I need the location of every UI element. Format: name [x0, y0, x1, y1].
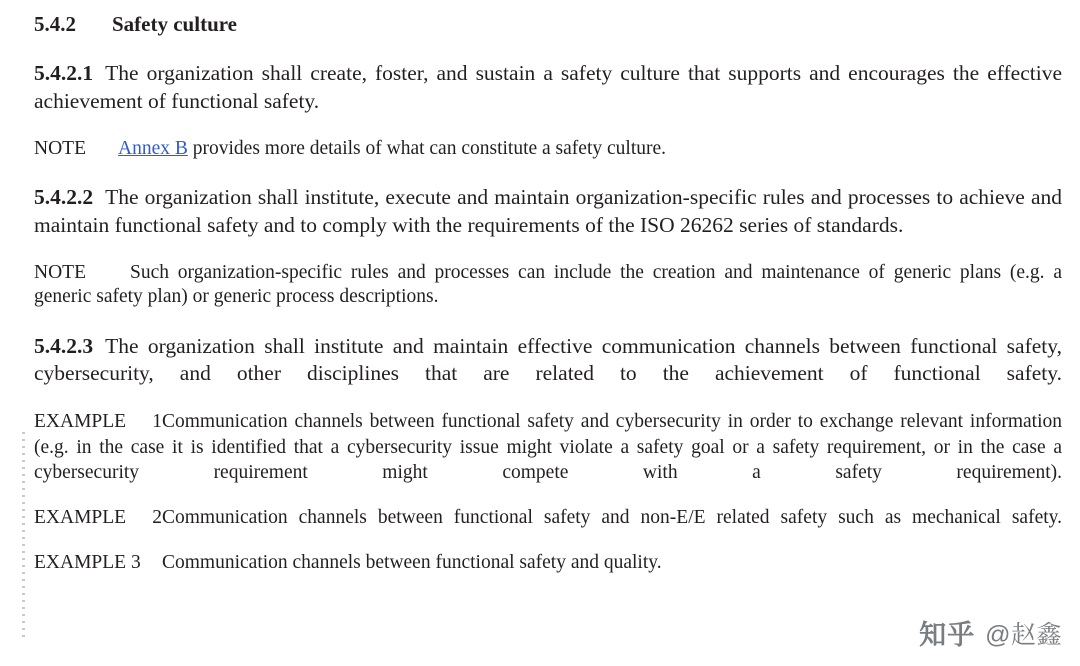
- note-tag: NOTE: [34, 261, 86, 283]
- example-2: [34, 505, 1062, 530]
- page-margin-dotted-line: [22, 432, 25, 642]
- example-3: [34, 550, 1062, 575]
- clause-5-4-2-2: [34, 184, 1062, 239]
- example-tag: EXAMPLE 3: [34, 551, 141, 573]
- document-content: [34, 10, 1062, 595]
- clause-text: The organization shall create, foster, and sustain a safety culture that supports and encourages the effective achievement of functional safety.: [34, 61, 1062, 113]
- clause-5-4-2-1: [34, 60, 1062, 115]
- example-tag: EXAMPLE 1: [34, 411, 162, 433]
- example-text: Communication channels between functional safety and non-E/E related safety such as mechanical safety.: [162, 506, 1062, 528]
- example-tag: EXAMPLE 2: [34, 506, 162, 528]
- watermark-username: @赵鑫: [985, 620, 1062, 649]
- clause-text: The organization shall institute and maintain effective communication channels between functional safety, cybersecurity, and other disciplines that are related to the achievement of functional safety.: [34, 333, 1062, 386]
- example-text: Communication channels between functional safety and cybersecurity in order to exchange relevant information (e.g. in the case it is identified that a cybersecurity issue might violate a safety goal or a safety requirement, or in the case a cybersecurity requirement might compete with a safety requirement).: [34, 411, 1062, 483]
- clause-text: The organization shall institute, execute and maintain organization-specific rules and processes to achieve and maintain functional safety and to comply with the requirements of the ISO 26262 series of standards.: [34, 185, 1062, 237]
- watermark: [919, 613, 1062, 652]
- clause-number: 5.4.2.1: [34, 61, 94, 85]
- clause-5-4-2-3: [34, 333, 1062, 388]
- clause-number: 5.4.2.2: [34, 185, 94, 210]
- note-text: provides more details of what can constitute a safety culture.: [187, 137, 667, 159]
- note-tag: NOTE: [34, 137, 86, 159]
- example-text: Communication channels between functional safety and quality.: [162, 551, 662, 573]
- clause-number: 5.4.2.3: [34, 333, 94, 358]
- note-generic-plans: [34, 261, 1062, 310]
- section-title: Safety culture: [112, 12, 238, 36]
- note-annex-b: [34, 137, 1062, 162]
- section-number: 5.4.2: [34, 12, 76, 36]
- annex-b-link[interactable]: Annex B: [118, 137, 188, 159]
- zhihu-logo: 知乎: [919, 620, 976, 650]
- note-text: Such organization-specific rules and processes can include the creation and maintenance of generic plans (e.g. a generic safety plan) or generic process descriptions.: [34, 261, 1062, 308]
- section-heading: [34, 12, 1062, 37]
- example-1: [34, 409, 1062, 485]
